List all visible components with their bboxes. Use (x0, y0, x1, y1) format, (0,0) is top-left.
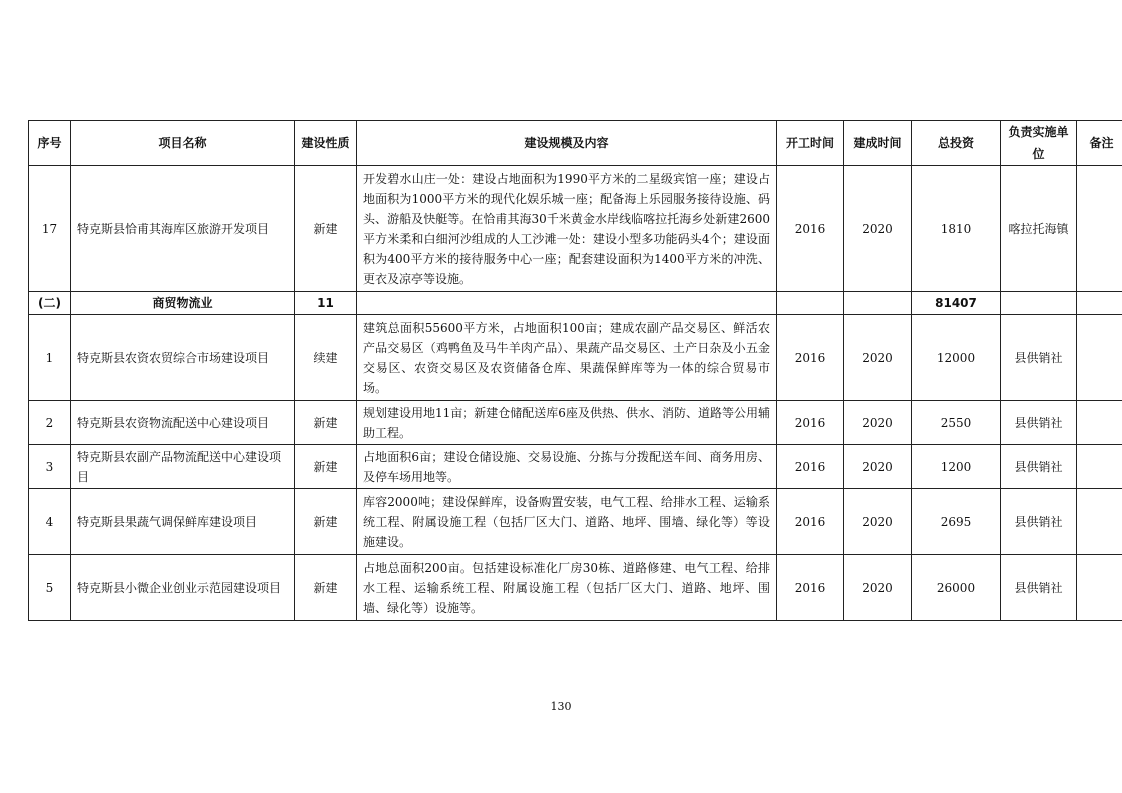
cell-invest: 1200 (912, 445, 1001, 489)
cell-note (1077, 489, 1122, 555)
cell-name: 特克斯县小微企业创业示范园建设项目 (71, 555, 295, 621)
cell-start: 2016 (777, 555, 844, 621)
table-row (29, 445, 1122, 489)
cell-name: 特克斯县恰甫其海库区旅游开发项目 (71, 166, 295, 292)
cell-content: 占地总面积200亩。包括建设标准化厂房30栋、道路修建、电气工程、给排水工程、运输系统工程、附属设施工程（包括厂区大门、道路、地坪、围墙、绿化等）设施等。 (357, 555, 777, 621)
section-invest: 81407 (912, 292, 1001, 315)
cell-note (1077, 315, 1122, 401)
cell-content: 建筑总面积55600平方米，占地面积100亩；建成农副产品交易区、鲜活农产品交易区（鸡鸭鱼及马牛羊肉产品）、果蔬产品交易区、土产日杂及小五金交易区、农资交易区及农资储备仓库、果蔬保鲜库等为一体的综合贸易市场。 (357, 315, 777, 401)
page-number: 130 (550, 700, 572, 713)
cell-content: 占地面积6亩；建设仓储设施、交易设施、分拣与分拨配送车间、商务用房、及停车场用地等。 (357, 445, 777, 489)
cell-no: 3 (29, 445, 71, 489)
cell-end: 2020 (844, 315, 912, 401)
section-no: (二) (29, 292, 71, 315)
cell-no: 4 (29, 489, 71, 555)
header-type: 建设性质 (295, 121, 357, 166)
cell-end: 2020 (844, 401, 912, 445)
cell-name: 特克斯县果蔬气调保鲜库建设项目 (71, 489, 295, 555)
section-end (844, 292, 912, 315)
table-row (29, 555, 1122, 621)
cell-invest: 12000 (912, 315, 1001, 401)
section-count: 11 (295, 292, 357, 315)
cell-unit: 县供销社 (1001, 315, 1077, 401)
cell-start: 2016 (777, 489, 844, 555)
cell-note (1077, 445, 1122, 489)
table-row (29, 489, 1122, 555)
cell-note (1077, 401, 1122, 445)
section-start (777, 292, 844, 315)
cell-unit: 县供销社 (1001, 489, 1077, 555)
header-end: 建成时间 (844, 121, 912, 166)
cell-end: 2020 (844, 166, 912, 292)
header-invest: 总投资 (912, 121, 1001, 166)
section-name: 商贸物流业 (71, 292, 295, 315)
cell-no: 2 (29, 401, 71, 445)
cell-type: 新建 (295, 555, 357, 621)
cell-unit: 喀拉托海镇 (1001, 166, 1077, 292)
cell-start: 2016 (777, 401, 844, 445)
section-row (29, 292, 1122, 315)
cell-name: 特克斯县农副产品物流配送中心建设项目 (71, 445, 295, 489)
cell-invest: 2695 (912, 489, 1001, 555)
cell-end: 2020 (844, 555, 912, 621)
table-row (29, 315, 1122, 401)
cell-no: 1 (29, 315, 71, 401)
cell-start: 2016 (777, 166, 844, 292)
cell-end: 2020 (844, 489, 912, 555)
cell-content: 库容2000吨；建设保鲜库，设备购置安装，电气工程、给排水工程、运输系统工程、附属设施工程（包括厂区大门、道路、地坪、围墙、绿化等）等设施建设。 (357, 489, 777, 555)
cell-start: 2016 (777, 445, 844, 489)
cell-unit: 县供销社 (1001, 555, 1077, 621)
section-unit (1001, 292, 1077, 315)
section-note (1077, 292, 1122, 315)
cell-invest: 1810 (912, 166, 1001, 292)
cell-name: 特克斯县农资物流配送中心建设项目 (71, 401, 295, 445)
cell-type: 续建 (295, 315, 357, 401)
cell-name: 特克斯县农资农贸综合市场建设项目 (71, 315, 295, 401)
cell-type: 新建 (295, 401, 357, 445)
cell-type: 新建 (295, 445, 357, 489)
header-note: 备注 (1077, 121, 1122, 166)
header-unit: 负责实施单位 (1001, 121, 1077, 166)
cell-content: 开发碧水山庄一处：建设占地面积为1990平方米的二星级宾馆一座；建设占地面积为1000平方米的现代化娱乐城一座；配备海上乐园服务接待设施、码头、游船及快艇等。在恰甫其海30千米黄金水岸线临喀拉托海乡处新建2600平方米柔和白细河沙组成的人工沙滩一处：建设小型多功能码头4个；建设面积为400平方米的接待服务中心一座；配套建设面积为1400平方米的冲洗、更衣及凉亭等设施。 (357, 166, 777, 292)
cell-unit: 县供销社 (1001, 401, 1077, 445)
header-name: 项目名称 (71, 121, 295, 166)
cell-type: 新建 (295, 166, 357, 292)
cell-note (1077, 166, 1122, 292)
cell-content: 规划建设用地11亩；新建仓储配送库6座及供热、供水、消防、道路等公用辅助工程。 (357, 401, 777, 445)
cell-no: 17 (29, 166, 71, 292)
cell-invest: 26000 (912, 555, 1001, 621)
header-content: 建设规模及内容 (357, 121, 777, 166)
table-row (29, 401, 1122, 445)
project-table (28, 120, 1122, 621)
cell-unit: 县供销社 (1001, 445, 1077, 489)
cell-end: 2020 (844, 445, 912, 489)
cell-no: 5 (29, 555, 71, 621)
cell-start: 2016 (777, 315, 844, 401)
table-row (29, 166, 1122, 292)
header-no: 序号 (29, 121, 71, 166)
cell-invest: 2550 (912, 401, 1001, 445)
section-content (357, 292, 777, 315)
table-header-row (29, 121, 1122, 166)
cell-note (1077, 555, 1122, 621)
cell-type: 新建 (295, 489, 357, 555)
header-start: 开工时间 (777, 121, 844, 166)
